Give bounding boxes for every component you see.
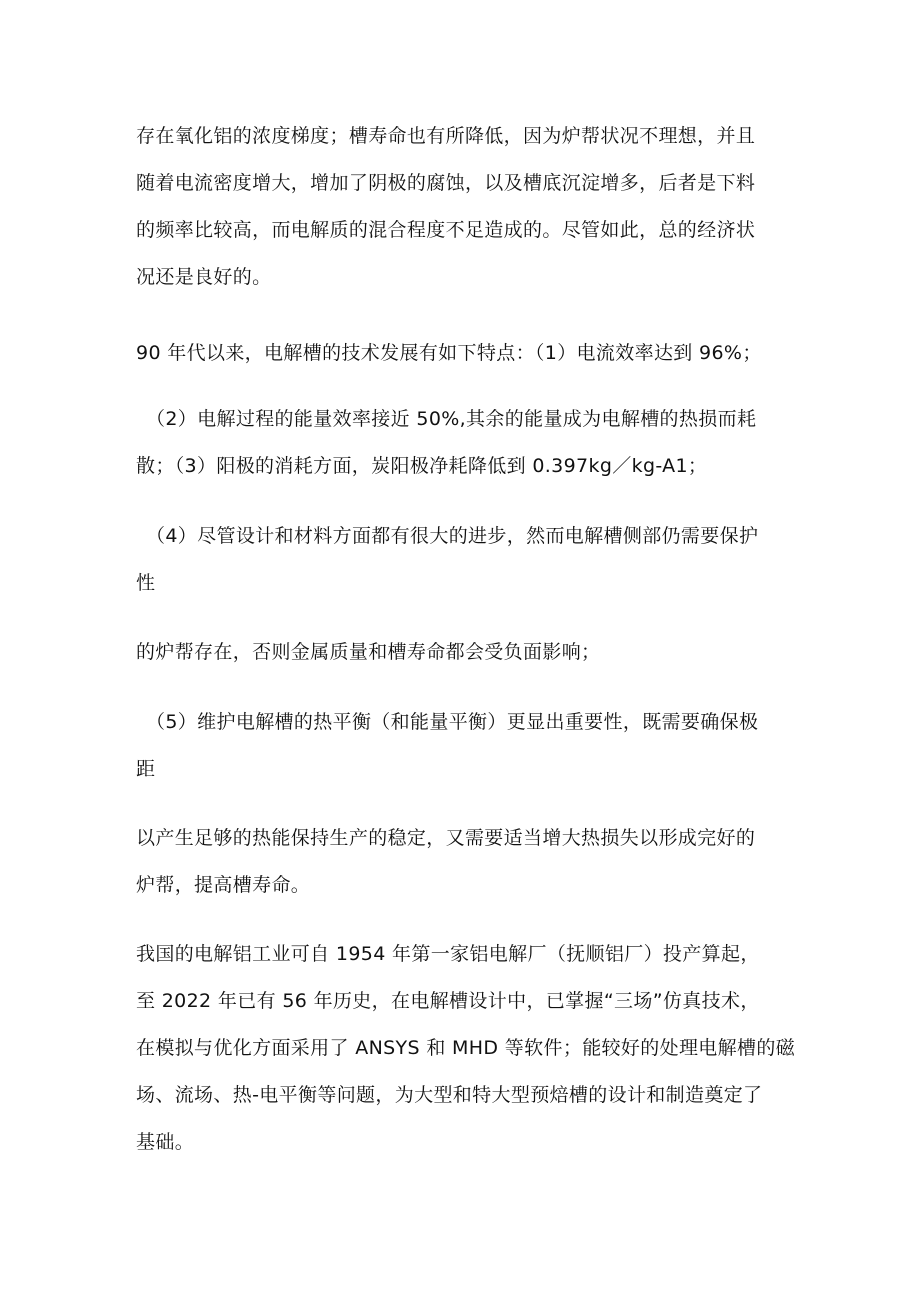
text-line: （5）维护电解槽的热平衡（和能量平衡）更显出重要性，既需要确保极 [146, 711, 759, 733]
text-line: 在模拟与优化方面采用了 ANSYS 和 MHD 等软件；能较好的处理电解槽的磁 [136, 1037, 796, 1059]
text-line: （4）尽管设计和材料方面都有很大的进步，然而电解槽侧部仍需要保护 [146, 525, 759, 547]
text-line: 存在氧化铝的浓度梯度；槽寿命也有所降低，因为炉帮状况不理想，并且 [136, 125, 756, 147]
text-line: 基础。 [136, 1131, 195, 1153]
text-line: 距 [136, 758, 156, 780]
text-line: 炉帮，提高槽寿命。 [136, 874, 311, 896]
text-line: 至 2022 年已有 56 年历史，在电解槽设计中，已掌握“三场”仿真技术， [136, 990, 760, 1012]
text-line: 场、流场、热-电平衡等问题，为大型和特大型预焙槽的设计和制造奠定了 [136, 1084, 763, 1106]
text-line: 我国的电解铝工业可自 1954 年第一家铝电解厂（抚顺铝厂）投产算起， [136, 943, 760, 965]
text-line: 况还是良好的。 [136, 266, 272, 288]
text-line: 的炉帮存在，否则金属质量和槽寿命都会受负面影响； [136, 641, 601, 663]
text-line: （2）电解过程的能量效率接近 50%,其余的能量成为电解槽的热损而耗 [146, 408, 757, 430]
text-line: 以产生足够的热能保持生产的稳定，又需要适当增大热损失以形成完好的 [136, 827, 756, 849]
text-line: 的频率比较高，而电解质的混合程度不足造成的。尽管如此，总的经济状 [136, 219, 756, 241]
text-line: 性 [136, 572, 156, 594]
text-line: 90 年代以来，电解槽的技术发展有如下特点：（1）电流效率达到 96%； [136, 342, 762, 364]
text-line: 散；（3）阳极的消耗方面，炭阳极净耗降低到 0.397kg／kg-A1； [136, 455, 708, 477]
text-line: 随着电流密度增大，增加了阴极的腐蚀，以及槽底沉淀增多，后者是下料 [136, 172, 756, 194]
